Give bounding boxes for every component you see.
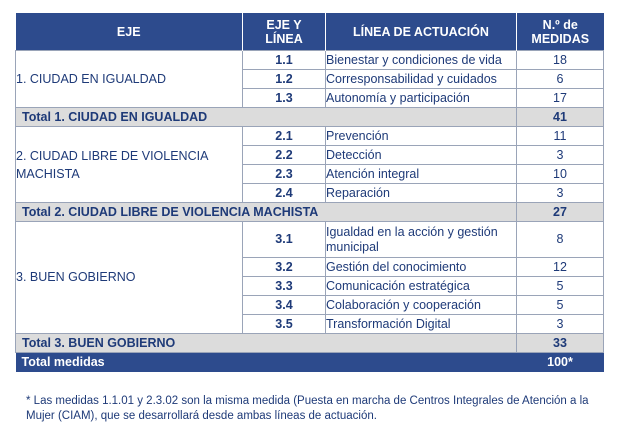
header-linea: LÍNEA DE ACTUACIÓN (326, 13, 517, 51)
subtotal-value: 27 (517, 203, 604, 222)
line-name: Autonomía y participación (326, 89, 517, 108)
eje-name-line1: 2. CIUDAD LIBRE DE VIOLENCIA (16, 148, 209, 163)
line-measures: 17 (517, 89, 604, 108)
subtotal-row (16, 334, 604, 353)
table-row (16, 222, 604, 258)
line-name: Atención integral (326, 165, 517, 184)
line-name: Comunicación estratégica (326, 277, 517, 296)
header-eje-linea-line1: EJE Y (266, 17, 302, 32)
line-number: 2.4 (243, 184, 326, 203)
eje-name-line1: 1. CIUDAD EN IGUALDAD (16, 72, 167, 86)
line-measures: 18 (517, 51, 604, 70)
line-name: Transformación Digital (326, 315, 517, 334)
eje-name-line2: MACHISTA (16, 166, 80, 181)
eje-group-1 (16, 51, 243, 108)
header-medidas-line2: MEDIDAS (531, 31, 590, 46)
line-number: 3.4 (243, 296, 326, 315)
line-measures: 10 (517, 165, 604, 184)
subtotal-label: Total 3. BUEN GOBIERNO (16, 334, 517, 353)
header-eje-linea-line2: LÍNEA (265, 31, 303, 46)
subtotal-label: Total 1. CIUDAD EN IGUALDAD (16, 108, 517, 127)
line-name: Reparación (326, 184, 517, 203)
grand-total-label: Total medidas (16, 353, 517, 373)
line-name: Colaboración y cooperación (326, 296, 517, 315)
line-number: 3.1 (243, 222, 326, 258)
eje-group-3 (16, 222, 243, 334)
footnote (26, 394, 596, 424)
line-measures: 8 (517, 222, 604, 258)
subtotal-value: 41 (517, 108, 604, 127)
line-name-line2: municipal (326, 239, 379, 254)
table-row (16, 51, 604, 70)
line-number: 3.3 (243, 277, 326, 296)
line-measures: 3 (517, 315, 604, 334)
line-number: 1.1 (243, 51, 326, 70)
line-name-line1: Igualdad en la acción y gestión (326, 224, 498, 239)
footnote-line2: Mujer (CIAM), que se desarrollará desde ambas líneas de actuación. (26, 410, 377, 422)
grand-total-row (16, 353, 604, 373)
header-medidas (517, 13, 604, 51)
line-name: Bienestar y condiciones de vida (326, 51, 517, 70)
eje-name-line1: 3. BUEN GOBIERNO (16, 270, 136, 284)
grand-total-value: 100* (517, 353, 604, 373)
subtotal-label: Total 2. CIUDAD LIBRE DE VIOLENCIA MACHISTA (16, 203, 517, 222)
line-number: 3.2 (243, 258, 326, 277)
header-row (16, 13, 604, 51)
subtotal-row (16, 203, 604, 222)
line-number: 1.3 (243, 89, 326, 108)
subtotal-row (16, 108, 604, 127)
eje-group-2 (16, 127, 243, 203)
line-number: 1.2 (243, 70, 326, 89)
line-number: 3.5 (243, 315, 326, 334)
measures-table (15, 13, 604, 372)
line-measures: 3 (517, 146, 604, 165)
line-name: Gestión del conocimiento (326, 258, 517, 277)
table-row (16, 127, 604, 146)
line-name: Prevención (326, 127, 517, 146)
line-name (326, 222, 517, 258)
line-number: 2.1 (243, 127, 326, 146)
footnote-line1: * Las medidas 1.1.01 y 2.3.02 son la misma medida (Puesta en marcha de Centros Integrales de Atención a la (26, 395, 589, 407)
line-measures: 5 (517, 296, 604, 315)
subtotal-value: 33 (517, 334, 604, 353)
line-measures: 3 (517, 184, 604, 203)
line-number: 2.2 (243, 146, 326, 165)
line-measures: 6 (517, 70, 604, 89)
line-number: 2.3 (243, 165, 326, 184)
line-measures: 11 (517, 127, 604, 146)
line-name: Detección (326, 146, 517, 165)
line-measures: 5 (517, 277, 604, 296)
header-eje: EJE (16, 13, 243, 51)
header-eje-linea (243, 13, 326, 51)
line-measures: 12 (517, 258, 604, 277)
line-name: Corresponsabilidad y cuidados (326, 70, 517, 89)
header-medidas-line1: N.º de (542, 17, 578, 32)
